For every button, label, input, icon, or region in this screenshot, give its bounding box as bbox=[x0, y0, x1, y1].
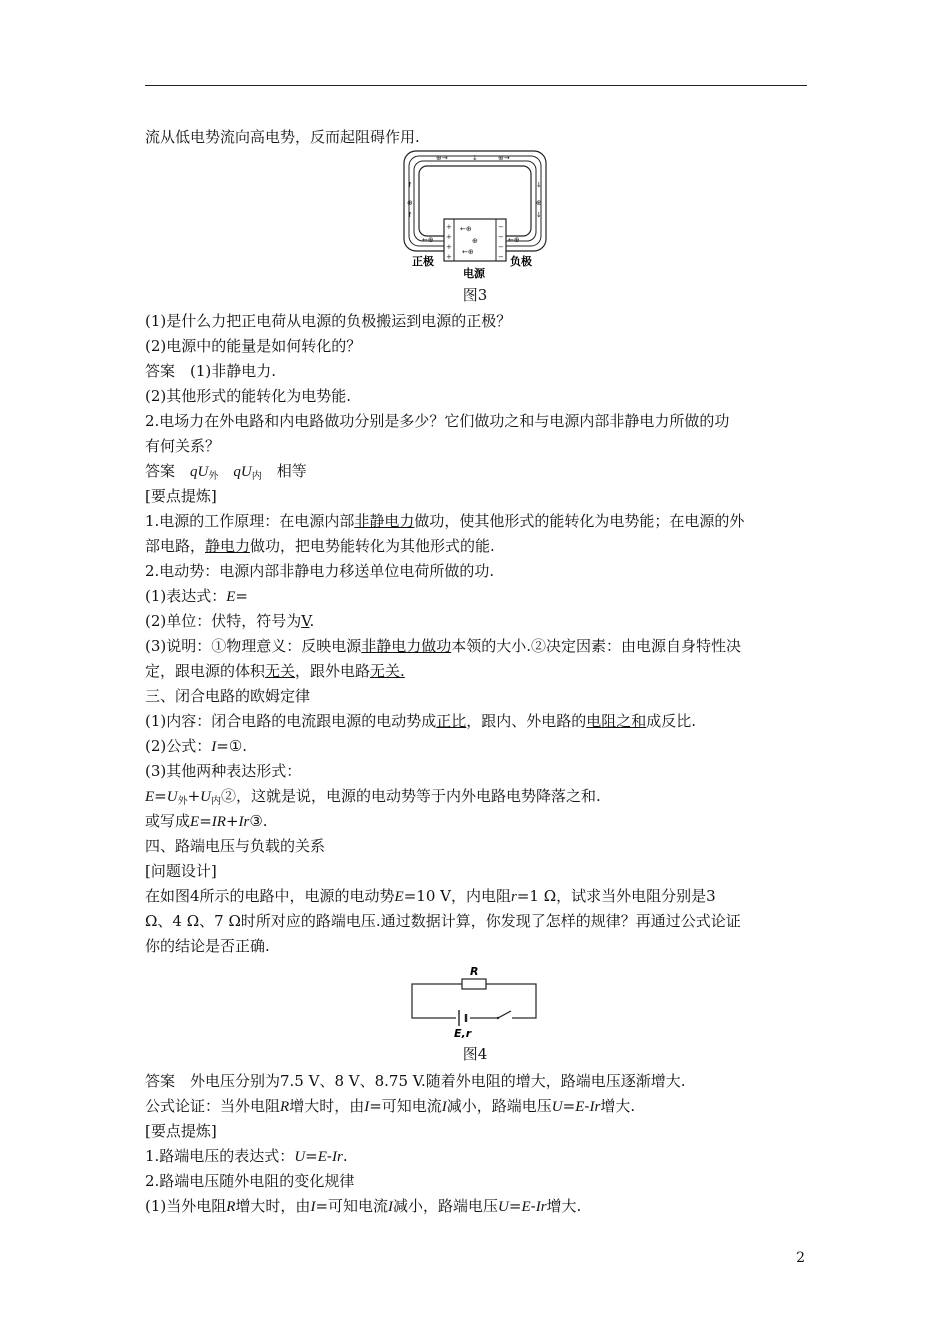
svg-text:←⊕: ←⊕ bbox=[462, 248, 474, 256]
svg-text:−: − bbox=[498, 243, 504, 251]
text-line: 1.电源的工作原理：在电源内部非静电力做功，使其他形式的能转化为电势能；在电源的外 bbox=[145, 512, 745, 530]
text-line: 2.电场力在外电路和内电路做功分别是多少？它们做功之和与电源内部非静电力所做的功 bbox=[145, 412, 730, 430]
svg-text:+: + bbox=[446, 223, 452, 231]
figure-3-power-source-diagram bbox=[400, 147, 550, 281]
text-line: 你的结论是否正确. bbox=[145, 937, 270, 955]
text-line: (1)当外电阻R增大时，由I=可知电流I减小，路端电压U=E-Ir增大. bbox=[145, 1197, 582, 1215]
svg-text:+: + bbox=[446, 233, 452, 241]
section-label: [问题设计] bbox=[145, 862, 217, 880]
text-line: $E=U_外+U_内②$，这就是说，电源的电动势等于内外电路电势降落之和. bbox=[145, 787, 601, 807]
svg-text:⊕: ⊕ bbox=[472, 237, 478, 245]
text-line: (1)表达式：E= bbox=[145, 587, 248, 605]
text-line: (3)其他两种表达形式： bbox=[145, 762, 302, 780]
text-line: (2)公式：I=①. bbox=[145, 737, 248, 755]
page-number: 2 bbox=[796, 1250, 805, 1266]
svg-text:⊕→: ⊕→ bbox=[498, 154, 510, 162]
svg-text:←⊕: ←⊕ bbox=[508, 236, 520, 244]
text-line: 2.路端电压随外电阻的变化规律 bbox=[145, 1172, 355, 1190]
label-positive: 正极 bbox=[412, 255, 434, 268]
label-Er: E,r bbox=[454, 1027, 472, 1038]
svg-text:⊕→: ⊕→ bbox=[436, 154, 448, 162]
svg-text:↓: ↓ bbox=[536, 181, 542, 189]
svg-text:+: + bbox=[446, 243, 452, 251]
text-line: (3)说明：①物理意义：反映电源非静电力做功本领的大小.②决定因素：由电源自身特性决 bbox=[145, 637, 742, 655]
text-line: (2)其他形式的能转化为电势能. bbox=[145, 387, 352, 405]
text-line: 公式论证：当外电阻R增大时，由I=可知电流I减小，路端电压U=E-Ir增大. bbox=[145, 1097, 636, 1115]
text-line: 答案 (1)非静电力. bbox=[145, 362, 277, 380]
text-line: 1.路端电压的表达式：U=E-Ir. bbox=[145, 1147, 348, 1165]
section-heading: 四、路端电压与负载的关系 bbox=[145, 837, 326, 855]
section-label: [要点提炼] bbox=[145, 1122, 217, 1140]
answer-line: 答案 $qU_外$ $qU_内$ 相等 bbox=[145, 462, 307, 482]
figure-4-caption: 图4 bbox=[462, 1045, 488, 1063]
text-line: 有何关系？ bbox=[145, 437, 221, 455]
header-rule bbox=[145, 85, 807, 86]
svg-text:←⊕: ←⊕ bbox=[422, 236, 434, 244]
svg-text:⇣: ⇣ bbox=[472, 154, 478, 162]
svg-text:+: + bbox=[446, 253, 452, 261]
text-line: 在如图4所示的电路中，电源的电动势E=10 V，内电阻r=1 Ω，试求当外电阻分别是3 bbox=[145, 887, 716, 905]
resistor-symbol bbox=[462, 979, 486, 989]
answer-line: 答案 外电压分别为7.5 V、8 V、8.75 V.随着外电阻的增大，路端电压逐渐增大. bbox=[145, 1072, 686, 1090]
svg-text:⊕: ⊕ bbox=[536, 199, 542, 207]
section-heading: 三、闭合电路的欧姆定律 bbox=[145, 687, 311, 705]
svg-text:↑: ↑ bbox=[407, 211, 413, 219]
text-line: 流从低电势流向高电势，反而起阻碍作用. bbox=[145, 128, 420, 146]
svg-text:−: − bbox=[498, 253, 504, 261]
svg-text:↑: ↑ bbox=[407, 181, 413, 189]
figure-3-caption: 图3 bbox=[462, 286, 488, 304]
text-line: (1)内容：闭合电路的电流跟电源的电动势成正比，跟内、外电路的电阻之和成反比. bbox=[145, 712, 697, 730]
svg-text:←⊕: ←⊕ bbox=[460, 225, 472, 233]
label-source: 电源 bbox=[463, 267, 485, 280]
figure-4-circuit-diagram bbox=[404, 962, 544, 1038]
text-line: 2.电动势：电源内部非静电力移送单位电荷所做的功. bbox=[145, 562, 495, 580]
text-line: 部电路，静电力做功，把电势能转化为其他形式的能. bbox=[145, 537, 495, 555]
text-line: (2)单位：伏特，符号为V. bbox=[145, 612, 315, 630]
label-negative: 负极 bbox=[510, 255, 532, 268]
text-line: (1)是什么力把正电荷从电源的负极搬运到电源的正极？ bbox=[145, 312, 512, 330]
label-R: R bbox=[470, 965, 479, 978]
svg-text:−: − bbox=[498, 223, 504, 231]
section-label: [要点提炼] bbox=[145, 487, 217, 505]
text-line: 或写成E=IR+Ir③. bbox=[145, 812, 268, 830]
text-line: (2)电源中的能量是如何转化的？ bbox=[145, 337, 362, 355]
text-line: 定，跟电源的体积无关，跟外电路无关. bbox=[145, 662, 405, 680]
svg-text:⊕: ⊕ bbox=[407, 199, 413, 207]
svg-text:−: − bbox=[498, 233, 504, 241]
text-line: Ω、4 Ω、7 Ω时所对应的路端电压.通过数据计算，你发现了怎样的规律？再通过公式论证 bbox=[145, 912, 741, 930]
svg-text:↓: ↓ bbox=[536, 211, 542, 219]
